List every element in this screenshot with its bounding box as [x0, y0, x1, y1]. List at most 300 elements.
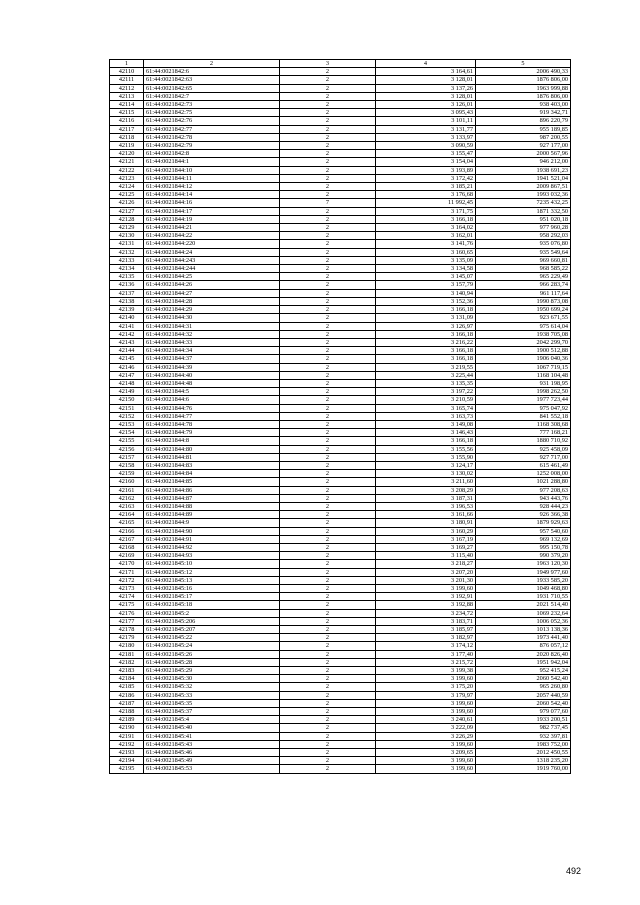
cost-value-cell: 1069 232,64 [476, 609, 571, 617]
type-code-cell: 2 [280, 494, 376, 502]
row-number-cell: 42117 [110, 125, 144, 133]
area-value-cell: 3 215,72 [376, 658, 476, 666]
type-code-cell: 2 [280, 379, 376, 387]
type-code-cell: 2 [280, 593, 376, 601]
type-code-cell: 2 [280, 232, 376, 240]
cadastral-number-cell: 61:44:0021844:85 [144, 478, 280, 486]
area-value-cell: 3 163,73 [376, 412, 476, 420]
area-value-cell: 3 185,21 [376, 183, 476, 191]
row-number-cell: 42142 [110, 330, 144, 338]
area-value-cell: 3 240,61 [376, 716, 476, 724]
row-number-cell: 42154 [110, 429, 144, 437]
type-code-cell: 2 [280, 248, 376, 256]
type-code-cell: 2 [280, 84, 376, 92]
cadastral-number-cell: 61:44:0021842:6 [144, 68, 280, 76]
cost-value-cell: 2060 542,40 [476, 675, 571, 683]
cadastral-number-cell: 61:44:0021844:87 [144, 494, 280, 502]
cadastral-number-cell: 61:44:0021845:53 [144, 765, 280, 773]
table-row [110, 371, 571, 379]
area-value-cell: 3 155,90 [376, 453, 476, 461]
table-row [110, 265, 571, 273]
row-number-cell: 42159 [110, 470, 144, 478]
cost-value-cell: 928 444,23 [476, 502, 571, 510]
cost-value-cell: 982 737,45 [476, 724, 571, 732]
cadastral-number-cell: 61:44:0021845:35 [144, 699, 280, 707]
area-value-cell: 3 166,18 [376, 330, 476, 338]
cadastral-number-cell: 61:44:0021844:243 [144, 256, 280, 264]
area-value-cell: 3 124,17 [376, 461, 476, 469]
row-number-cell: 42145 [110, 355, 144, 363]
table-row [110, 306, 571, 314]
row-number-cell: 42155 [110, 437, 144, 445]
cost-value-cell: 926 366,38 [476, 511, 571, 519]
type-code-cell: 2 [280, 749, 376, 757]
row-number-cell: 42163 [110, 502, 144, 510]
table-row [110, 183, 571, 191]
area-value-cell: 3 199,60 [376, 675, 476, 683]
type-code-cell: 2 [280, 281, 376, 289]
area-value-cell: 3 166,18 [376, 437, 476, 445]
table-row [110, 699, 571, 707]
cadastral-number-cell: 61:44:0021844:10 [144, 166, 280, 174]
cadastral-number-cell: 61:44:0021844:24 [144, 248, 280, 256]
table-row [110, 150, 571, 158]
table-row [110, 478, 571, 486]
area-value-cell: 3 161,66 [376, 511, 476, 519]
cost-value-cell: 1951 942,04 [476, 658, 571, 666]
cadastral-number-cell: 61:44:0021844:92 [144, 543, 280, 551]
cost-value-cell: 946 212,00 [476, 158, 571, 166]
row-number-cell: 42152 [110, 412, 144, 420]
type-code-cell: 2 [280, 322, 376, 330]
type-code-cell: 2 [280, 314, 376, 322]
cost-value-cell: 1876 806,00 [476, 76, 571, 84]
table-row [110, 142, 571, 150]
table-row [110, 429, 571, 437]
area-value-cell: 3 140,94 [376, 289, 476, 297]
area-value-cell: 3 218,27 [376, 560, 476, 568]
area-value-cell: 3 210,59 [376, 396, 476, 404]
type-code-cell: 2 [280, 109, 376, 117]
row-number-cell: 42121 [110, 158, 144, 166]
type-code-cell: 2 [280, 757, 376, 765]
row-number-cell: 42160 [110, 478, 144, 486]
cost-value-cell: 965 260,80 [476, 683, 571, 691]
cost-value-cell: 1049 468,80 [476, 585, 571, 593]
cadastral-number-cell: 61:44:0021845:28 [144, 658, 280, 666]
type-code-cell: 2 [280, 453, 376, 461]
type-code-cell: 2 [280, 355, 376, 363]
row-number-cell: 42119 [110, 142, 144, 150]
type-code-cell: 2 [280, 297, 376, 305]
cost-value-cell: 969 660,81 [476, 256, 571, 264]
cost-value-cell: 1880 710,92 [476, 437, 571, 445]
table-row [110, 716, 571, 724]
area-value-cell: 3 234,72 [376, 609, 476, 617]
row-number-cell: 42171 [110, 568, 144, 576]
type-code-cell: 2 [280, 420, 376, 428]
row-number-cell: 42149 [110, 388, 144, 396]
area-value-cell: 3 164,61 [376, 68, 476, 76]
table-row [110, 117, 571, 125]
cost-value-cell: 1906 040,36 [476, 355, 571, 363]
type-code-cell: 2 [280, 617, 376, 625]
row-number-cell: 42151 [110, 404, 144, 412]
table-row [110, 724, 571, 732]
table-row [110, 494, 571, 502]
type-code-cell: 2 [280, 691, 376, 699]
table-row [110, 240, 571, 248]
cost-value-cell: 966 283,74 [476, 281, 571, 289]
area-value-cell: 3 162,01 [376, 232, 476, 240]
area-value-cell: 3 199,60 [376, 699, 476, 707]
cadastral-number-cell: 61:44:0021844:84 [144, 470, 280, 478]
row-number-cell: 42168 [110, 543, 144, 551]
table-row [110, 642, 571, 650]
area-value-cell: 3 177,40 [376, 650, 476, 658]
row-number-cell: 42112 [110, 84, 144, 92]
type-code-cell: 2 [280, 347, 376, 355]
type-code-cell: 2 [280, 224, 376, 232]
cadastral-number-cell: 61:44:0021844:16 [144, 199, 280, 207]
type-code-cell: 2 [280, 68, 376, 76]
type-code-cell: 2 [280, 437, 376, 445]
area-value-cell: 3 199,60 [376, 585, 476, 593]
cost-value-cell: 1983 752,00 [476, 740, 571, 748]
cadastral-number-cell: 61:44:0021844:21 [144, 224, 280, 232]
row-number-cell: 42126 [110, 199, 144, 207]
cost-value-cell: 1938 705,08 [476, 330, 571, 338]
table-row [110, 363, 571, 371]
cadastral-number-cell: 61:44:0021842:77 [144, 125, 280, 133]
cadastral-number-cell: 61:44:0021844:79 [144, 429, 280, 437]
table-row [110, 683, 571, 691]
cost-value-cell: 1990 873,08 [476, 297, 571, 305]
cadastral-number-cell: 61:44:0021845:24 [144, 642, 280, 650]
cadastral-number-cell: 61:44:0021844:11 [144, 174, 280, 182]
type-code-cell: 2 [280, 552, 376, 560]
table-row [110, 691, 571, 699]
row-number-cell: 42116 [110, 117, 144, 125]
type-code-cell: 2 [280, 626, 376, 634]
area-value-cell: 3 219,55 [376, 363, 476, 371]
row-number-cell: 42185 [110, 683, 144, 691]
cadastral-number-cell: 61:44:0021845:49 [144, 757, 280, 765]
cost-value-cell: 2006 490,33 [476, 68, 571, 76]
area-value-cell: 3 169,27 [376, 543, 476, 551]
cost-value-cell: 2057 440,59 [476, 691, 571, 699]
cost-value-cell: 965 229,49 [476, 273, 571, 281]
data-table [109, 59, 571, 774]
area-value-cell: 3 149,08 [376, 420, 476, 428]
type-code-cell: 2 [280, 256, 376, 264]
area-value-cell: 3 226,29 [376, 732, 476, 740]
cost-value-cell: 2021 514,40 [476, 601, 571, 609]
cost-value-cell: 932 397,81 [476, 732, 571, 740]
table-row [110, 347, 571, 355]
row-number-cell: 42165 [110, 519, 144, 527]
area-value-cell: 3 135,35 [376, 379, 476, 387]
row-number-cell: 42174 [110, 593, 144, 601]
table-row [110, 101, 571, 109]
cost-value-cell: 979 077,60 [476, 708, 571, 716]
column-header-5: 5 [476, 60, 571, 68]
cost-value-cell: 935 549,64 [476, 248, 571, 256]
table-row [110, 749, 571, 757]
area-value-cell: 3 126,01 [376, 101, 476, 109]
type-code-cell: 2 [280, 158, 376, 166]
table-row [110, 568, 571, 576]
area-value-cell: 3 166,18 [376, 355, 476, 363]
cost-value-cell: 968 585,22 [476, 265, 571, 273]
cost-value-cell: 977 960,28 [476, 224, 571, 232]
type-code-cell: 2 [280, 240, 376, 248]
area-value-cell: 3 179,97 [376, 691, 476, 699]
row-number-cell: 42125 [110, 191, 144, 199]
cadastral-number-cell: 61:44:0021842:63 [144, 76, 280, 84]
area-value-cell: 3 182,97 [376, 634, 476, 642]
type-code-cell: 2 [280, 683, 376, 691]
row-number-cell: 42114 [110, 101, 144, 109]
cadastral-number-cell: 61:44:0021845:17 [144, 593, 280, 601]
cadastral-number-cell: 61:44:0021844:25 [144, 273, 280, 281]
cadastral-number-cell: 61:44:0021844:33 [144, 338, 280, 346]
row-number-cell: 42148 [110, 379, 144, 387]
type-code-cell: 2 [280, 445, 376, 453]
table-row [110, 511, 571, 519]
row-number-cell: 42146 [110, 363, 144, 371]
cost-value-cell: 1950 699,24 [476, 306, 571, 314]
cost-value-cell: 938 403,00 [476, 101, 571, 109]
cost-value-cell: 1879 929,63 [476, 519, 571, 527]
cadastral-number-cell: 61:44:0021845:43 [144, 740, 280, 748]
table-row [110, 125, 571, 133]
cost-value-cell: 1067 719,15 [476, 363, 571, 371]
area-value-cell: 3 199,60 [376, 765, 476, 773]
cost-value-cell: 1252 008,00 [476, 470, 571, 478]
type-code-cell: 2 [280, 396, 376, 404]
row-number-cell: 42193 [110, 749, 144, 757]
area-value-cell: 3 131,09 [376, 314, 476, 322]
area-value-cell: 3 209,65 [376, 749, 476, 757]
type-code-cell: 2 [280, 207, 376, 215]
row-number-cell: 42181 [110, 650, 144, 658]
area-value-cell: 3 164,02 [376, 224, 476, 232]
area-value-cell: 3 160,29 [376, 527, 476, 535]
row-number-cell: 42129 [110, 224, 144, 232]
area-value-cell: 3 133,97 [376, 133, 476, 141]
area-value-cell: 3 211,60 [376, 478, 476, 486]
type-code-cell: 2 [280, 461, 376, 469]
area-value-cell: 3 165,74 [376, 404, 476, 412]
row-number-cell: 42166 [110, 527, 144, 535]
type-code-cell: 2 [280, 76, 376, 84]
table-row [110, 560, 571, 568]
area-value-cell: 3 176,68 [376, 191, 476, 199]
type-code-cell: 2 [280, 215, 376, 223]
row-number-cell: 42138 [110, 297, 144, 305]
cost-value-cell: 841 552,18 [476, 412, 571, 420]
cadastral-number-cell: 61:44:0021844:86 [144, 486, 280, 494]
table-row [110, 404, 571, 412]
table-row [110, 445, 571, 453]
table-row [110, 420, 571, 428]
area-value-cell: 3 154,04 [376, 158, 476, 166]
column-header-2: 2 [144, 60, 280, 68]
cost-value-cell: 977 208,63 [476, 486, 571, 494]
area-value-cell: 3 197,22 [376, 388, 476, 396]
type-code-cell: 2 [280, 117, 376, 125]
cost-value-cell: 955 189,85 [476, 125, 571, 133]
row-number-cell: 42176 [110, 609, 144, 617]
area-value-cell: 3 166,18 [376, 215, 476, 223]
cost-value-cell: 615 461,49 [476, 461, 571, 469]
area-value-cell: 11 992,45 [376, 199, 476, 207]
cadastral-number-cell: 61:44:0021844:9 [144, 519, 280, 527]
cadastral-number-cell: 61:44:0021844:76 [144, 404, 280, 412]
area-value-cell: 3 137,26 [376, 84, 476, 92]
type-code-cell: 2 [280, 412, 376, 420]
cadastral-number-cell: 61:44:0021844:93 [144, 552, 280, 560]
table-row [110, 732, 571, 740]
cost-value-cell: 1871 332,50 [476, 207, 571, 215]
area-value-cell: 3 187,31 [376, 494, 476, 502]
table-row [110, 740, 571, 748]
cost-value-cell: 1900 512,88 [476, 347, 571, 355]
cost-value-cell: 1977 723,44 [476, 396, 571, 404]
area-value-cell: 3 128,01 [376, 92, 476, 100]
area-value-cell: 3 128,01 [376, 76, 476, 84]
row-number-cell: 42189 [110, 716, 144, 724]
table-row [110, 757, 571, 765]
cost-value-cell: 777 168,21 [476, 429, 571, 437]
area-value-cell: 3 183,71 [376, 617, 476, 625]
cadastral-number-cell: 61:44:0021844:39 [144, 363, 280, 371]
cost-value-cell: 2060 542,40 [476, 699, 571, 707]
area-value-cell: 3 192,88 [376, 601, 476, 609]
cadastral-number-cell: 61:44:0021845:40 [144, 724, 280, 732]
cost-value-cell: 2009 867,51 [476, 183, 571, 191]
area-value-cell: 3 157,79 [376, 281, 476, 289]
area-value-cell: 3 095,43 [376, 109, 476, 117]
type-code-cell: 2 [280, 191, 376, 199]
row-number-cell: 42194 [110, 757, 144, 765]
cost-value-cell: 943 443,76 [476, 494, 571, 502]
type-code-cell: 2 [280, 388, 376, 396]
area-value-cell: 3 199,60 [376, 708, 476, 716]
row-number-cell: 42169 [110, 552, 144, 560]
type-code-cell: 2 [280, 338, 376, 346]
cost-value-cell: 995 150,78 [476, 543, 571, 551]
table-row [110, 609, 571, 617]
cost-value-cell: 896 220,79 [476, 117, 571, 125]
cadastral-number-cell: 61:44:0021844:1 [144, 158, 280, 166]
cost-value-cell: 952 415,24 [476, 667, 571, 675]
table-row [110, 76, 571, 84]
table-row [110, 297, 571, 305]
row-number-cell: 42157 [110, 453, 144, 461]
table-row [110, 617, 571, 625]
cost-value-cell: 1949 977,60 [476, 568, 571, 576]
type-code-cell: 2 [280, 658, 376, 666]
row-number-cell: 42179 [110, 634, 144, 642]
type-code-cell: 2 [280, 609, 376, 617]
table-row [110, 535, 571, 543]
cadastral-number-cell: 61:44:0021845:13 [144, 576, 280, 584]
area-value-cell: 3 152,36 [376, 297, 476, 305]
table-row [110, 273, 571, 281]
cadastral-number-cell: 61:44:0021842:78 [144, 133, 280, 141]
row-number-cell: 42111 [110, 76, 144, 84]
cadastral-number-cell: 61:44:0021844:31 [144, 322, 280, 330]
row-number-cell: 42191 [110, 732, 144, 740]
column-header-1: 1 [110, 60, 144, 68]
cadastral-number-cell: 61:44:0021844:80 [144, 445, 280, 453]
type-code-cell: 2 [280, 265, 376, 273]
cadastral-number-cell: 61:44:0021844:91 [144, 535, 280, 543]
cadastral-number-cell: 61:44:0021842:75 [144, 109, 280, 117]
row-number-cell: 42153 [110, 420, 144, 428]
cost-value-cell: 1973 441,40 [476, 634, 571, 642]
row-number-cell: 42113 [110, 92, 144, 100]
type-code-cell: 2 [280, 306, 376, 314]
cost-value-cell: 1318 235,20 [476, 757, 571, 765]
cost-value-cell: 975 047,92 [476, 404, 571, 412]
table-row [110, 552, 571, 560]
type-code-cell: 2 [280, 371, 376, 379]
table-row [110, 675, 571, 683]
type-code-cell: 2 [280, 601, 376, 609]
table-row [110, 207, 571, 215]
table-row [110, 437, 571, 445]
cost-value-cell: 2042 299,70 [476, 338, 571, 346]
cadastral-number-cell: 61:44:0021842:79 [144, 142, 280, 150]
type-code-cell: 2 [280, 289, 376, 297]
row-number-cell: 42133 [110, 256, 144, 264]
cadastral-number-cell: 61:44:0021845:37 [144, 708, 280, 716]
row-number-cell: 42115 [110, 109, 144, 117]
row-number-cell: 42164 [110, 511, 144, 519]
table-row [110, 256, 571, 264]
table-row [110, 322, 571, 330]
area-value-cell: 3 131,77 [376, 125, 476, 133]
cost-value-cell: 1021 288,80 [476, 478, 571, 486]
cost-value-cell: 923 671,55 [476, 314, 571, 322]
type-code-cell: 2 [280, 543, 376, 551]
cadastral-number-cell: 61:44:0021844:78 [144, 420, 280, 428]
cadastral-number-cell: 61:44:0021845:207 [144, 626, 280, 634]
row-number-cell: 42182 [110, 658, 144, 666]
type-code-cell: 2 [280, 166, 376, 174]
cadastral-number-cell: 61:44:0021845:41 [144, 732, 280, 740]
area-value-cell: 3 166,18 [376, 347, 476, 355]
row-number-cell: 42135 [110, 273, 144, 281]
table-row [110, 330, 571, 338]
row-number-cell: 42158 [110, 461, 144, 469]
area-value-cell: 3 145,07 [376, 273, 476, 281]
type-code-cell: 2 [280, 740, 376, 748]
table-row [110, 224, 571, 232]
type-code-cell: 2 [280, 363, 376, 371]
cost-value-cell: 987 200,55 [476, 133, 571, 141]
cadastral-number-cell: 61:44:0021844:220 [144, 240, 280, 248]
row-number-cell: 42144 [110, 347, 144, 355]
area-value-cell: 3 192,91 [376, 593, 476, 601]
area-value-cell: 3 115,40 [376, 552, 476, 560]
cadastral-number-cell: 61:44:0021845:26 [144, 650, 280, 658]
cadastral-number-cell: 61:44:0021845:32 [144, 683, 280, 691]
area-value-cell: 3 155,47 [376, 150, 476, 158]
